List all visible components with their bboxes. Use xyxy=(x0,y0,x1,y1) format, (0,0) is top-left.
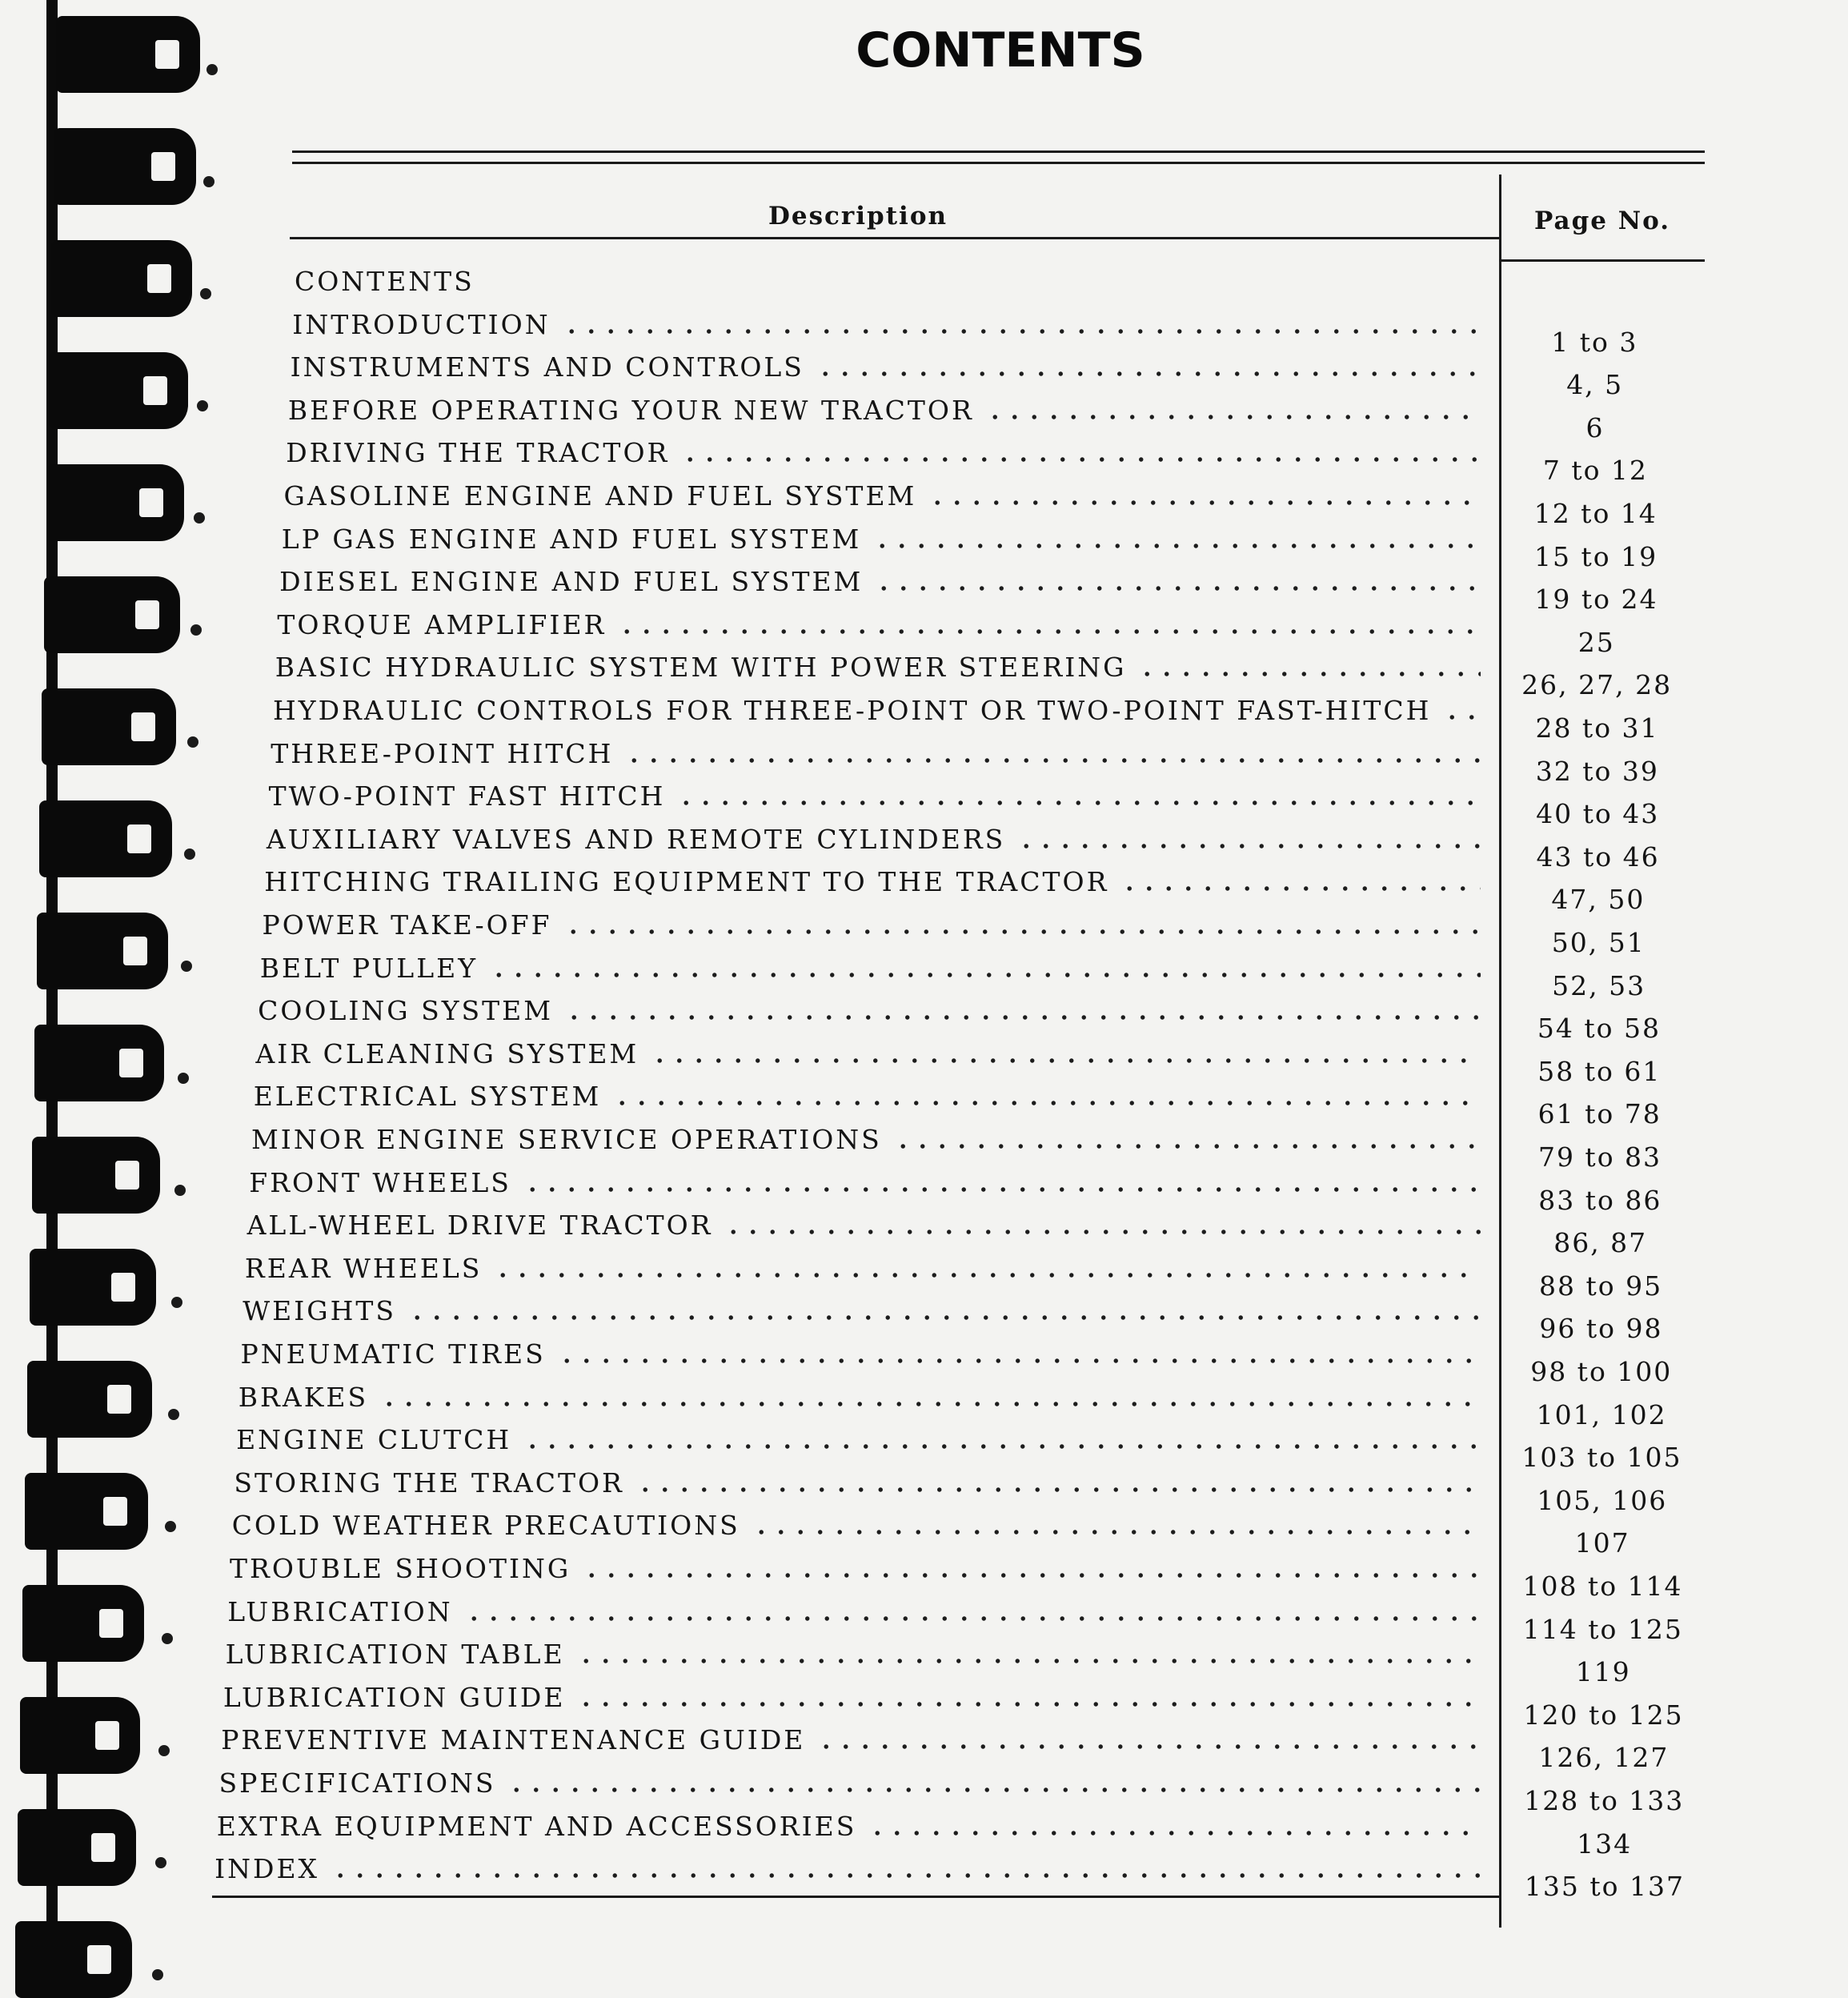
toc-entry xyxy=(271,736,1481,776)
punch-hole xyxy=(197,400,208,411)
toc-entry xyxy=(214,1852,1481,1892)
toc-entry xyxy=(260,951,1481,991)
binding-coil xyxy=(42,688,176,765)
punch-hole xyxy=(206,64,218,75)
toc-entry xyxy=(219,1766,1481,1806)
toc-entry xyxy=(243,1294,1481,1334)
dot-leader xyxy=(617,628,1481,635)
toc-entry xyxy=(255,1037,1481,1077)
dot-leader xyxy=(816,371,1481,377)
dot-leader xyxy=(564,1014,1481,1021)
binding-coil xyxy=(46,464,184,541)
toc-entry xyxy=(226,1637,1481,1677)
toc-entry xyxy=(277,608,1481,648)
dot-leader xyxy=(624,757,1481,764)
punch-hole xyxy=(178,1073,189,1084)
toc-page-number: 135 to 137 xyxy=(1524,1871,1685,1903)
toc-entry-title: LP GAS ENGINE AND FUEL SYSTEM xyxy=(281,523,862,555)
binding-coil xyxy=(25,1473,148,1550)
toc-entry xyxy=(227,1595,1481,1635)
dot-leader xyxy=(874,585,1481,592)
toc-page-number: 88 to 95 xyxy=(1539,1270,1663,1302)
toc-page-number: 126, 127 xyxy=(1538,1742,1670,1774)
toc-entry-title: CONTENTS xyxy=(295,266,475,297)
toc-page-number: 58 to 61 xyxy=(1537,1055,1662,1087)
binding-coil xyxy=(39,800,172,877)
toc-page-number: 79 to 83 xyxy=(1537,1141,1662,1173)
toc-page-number: 7 to 12 xyxy=(1542,455,1648,487)
toc-page-number: 6 xyxy=(1585,411,1605,443)
toc-entry-title: REAR WHEELS xyxy=(244,1252,483,1284)
punch-hole xyxy=(155,1857,166,1868)
toc-entry-title: TORQUE AMPLIFIER xyxy=(277,608,607,640)
toc-entry xyxy=(232,1508,1481,1548)
binding-coil xyxy=(37,913,168,989)
toc-entry-title: COLD WEATHER PRECAUTIONS xyxy=(231,1510,740,1542)
punch-hole xyxy=(184,849,195,860)
punch-hole xyxy=(168,1409,179,1420)
toc-entry-title: BASIC HYDRAULIC SYSTEM WITH POWER STEERING xyxy=(275,652,1127,684)
toc-entry-title: THREE-POINT HITCH xyxy=(271,737,614,769)
binding-coil xyxy=(32,1137,160,1214)
binding-coil xyxy=(27,1361,152,1438)
toc-page-number: 52, 53 xyxy=(1552,969,1646,1001)
dot-leader xyxy=(464,1615,1481,1622)
toc-entry xyxy=(258,993,1481,1033)
toc-entry xyxy=(245,1251,1481,1291)
toc-page-number: 114 to 125 xyxy=(1522,1613,1683,1645)
punch-hole xyxy=(174,1185,186,1196)
toc-entry-title: MINOR ENGINE SERVICE OPERATIONS xyxy=(251,1124,882,1155)
top-rule-2 xyxy=(292,162,1705,164)
toc-entry xyxy=(251,1122,1481,1162)
dot-leader xyxy=(523,1443,1481,1450)
dot-leader xyxy=(928,500,1481,506)
toc-entry xyxy=(267,822,1481,862)
toc-entry-title: ELECTRICAL SYSTEM xyxy=(253,1081,602,1113)
toc-page-number: 61 to 78 xyxy=(1537,1098,1662,1130)
punch-hole xyxy=(203,176,214,187)
toc-entry xyxy=(254,1079,1481,1119)
punch-hole xyxy=(200,288,211,299)
toc-page-number: 101, 102 xyxy=(1536,1398,1667,1430)
toc-entry-title: INSTRUMENTS AND CONTROLS xyxy=(290,351,804,383)
toc-entry-title: AUXILIARY VALVES AND REMOTE CYLINDERS xyxy=(266,823,1006,855)
toc-entry-title: EXTRA EQUIPMENT AND ACCESSORIES xyxy=(216,1810,857,1842)
toc-entry-title: SPECIFICATIONS xyxy=(218,1767,496,1799)
toc-page-number: 128 to 133 xyxy=(1524,1785,1685,1816)
header-rule xyxy=(290,237,1499,239)
toc-entry-title: STORING THE TRACTOR xyxy=(234,1466,624,1498)
punch-hole xyxy=(152,1969,163,1980)
dot-leader xyxy=(650,1057,1481,1064)
binding-coil xyxy=(20,1697,140,1774)
toc-entry-title: GASOLINE ENGINE AND FUEL SYSTEM xyxy=(283,480,917,512)
toc-entry xyxy=(292,307,1481,347)
description-header: Description xyxy=(768,202,948,231)
spiral-binding xyxy=(0,0,208,1963)
binding-coil xyxy=(51,240,192,317)
toc-entry-title: TWO-POINT FAST HITCH xyxy=(268,780,666,812)
punch-hole xyxy=(158,1745,170,1756)
toc-entry xyxy=(249,1166,1481,1206)
toc-page-number: 40 to 43 xyxy=(1536,798,1660,830)
dot-leader xyxy=(1442,714,1481,720)
toc-entry-title: FRONT WHEELS xyxy=(249,1166,511,1198)
toc-entry xyxy=(241,1337,1481,1377)
toc-page-number: 4, 5 xyxy=(1566,369,1624,401)
punch-hole xyxy=(171,1297,182,1308)
toc-page-number: 19 to 24 xyxy=(1534,584,1658,616)
toc-entry-title: WEIGHTS xyxy=(243,1295,396,1327)
toc-entry xyxy=(239,1380,1481,1420)
dot-leader xyxy=(872,543,1481,549)
dot-leader xyxy=(1137,671,1481,677)
toc-page-number: 86, 87 xyxy=(1553,1227,1648,1259)
toc-entry xyxy=(236,1422,1481,1462)
binding-coil xyxy=(30,1249,156,1326)
toc-entry xyxy=(230,1551,1481,1591)
toc-entry-title: ALL-WHEEL DRIVE TRACTOR xyxy=(247,1210,713,1242)
toc-page-number: 1 to 3 xyxy=(1551,326,1638,358)
toc-entry-title: LUBRICATION TABLE xyxy=(225,1639,565,1671)
dot-leader xyxy=(752,1529,1481,1535)
punch-hole xyxy=(181,961,192,972)
toc-entry-title: HITCHING TRAILING EQUIPMENT TO THE TRACTOR xyxy=(264,866,1109,898)
dot-leader xyxy=(680,456,1481,463)
toc-page-number: 98 to 100 xyxy=(1530,1356,1673,1387)
toc-entry-title: BELT PULLEY xyxy=(259,952,478,984)
toc-entry-title: DIESEL ENGINE AND FUEL SYSTEM xyxy=(279,566,864,598)
toc-entry xyxy=(273,693,1481,733)
toc-entry xyxy=(284,479,1481,519)
dot-leader xyxy=(576,1701,1481,1707)
toc-entry-title: BEFORE OPERATING YOUR NEW TRACTOR xyxy=(287,394,974,426)
dot-leader xyxy=(893,1143,1481,1149)
toc-entry xyxy=(291,350,1481,390)
dot-leader xyxy=(816,1743,1481,1750)
toc-page-number: 134 xyxy=(1577,1827,1633,1860)
toc-page-number: 83 to 86 xyxy=(1538,1184,1662,1216)
toc-page-number: 107 xyxy=(1574,1527,1630,1559)
toc-entry-title: INDEX xyxy=(214,1853,320,1885)
toc-entry-title: PNEUMATIC TIRES xyxy=(240,1338,546,1370)
toc-entry xyxy=(275,650,1481,690)
binding-coil xyxy=(44,576,180,653)
toc-page-number: 15 to 19 xyxy=(1534,540,1658,572)
toc-page-number: 32 to 39 xyxy=(1535,755,1659,787)
punch-hole xyxy=(162,1633,173,1644)
toc-entry-title: PREVENTIVE MAINTENANCE GUIDE xyxy=(221,1724,806,1756)
binding-coil xyxy=(54,128,196,205)
dot-leader xyxy=(493,1272,1481,1278)
toc-page-number: 103 to 105 xyxy=(1521,1442,1682,1474)
toc-entry xyxy=(247,1208,1481,1248)
toc-page-number: 120 to 125 xyxy=(1523,1699,1684,1731)
dot-leader xyxy=(576,1658,1481,1664)
toc-entry-title: INTRODUCTION xyxy=(292,308,551,340)
dot-leader xyxy=(563,929,1481,935)
toc-page-number: 47, 50 xyxy=(1551,884,1646,916)
dot-leader xyxy=(489,972,1481,978)
toc-entry-title: ENGINE CLUTCH xyxy=(236,1424,512,1456)
toc-page-number: 96 to 98 xyxy=(1539,1313,1663,1345)
dot-leader xyxy=(985,414,1481,420)
toc-entry-title: TROUBLE SHOOTING xyxy=(230,1553,571,1584)
page-number-header: Page No. xyxy=(1534,207,1671,235)
dot-leader xyxy=(582,1572,1481,1579)
binding-coil xyxy=(34,1025,164,1101)
bottom-rule xyxy=(212,1896,1499,1898)
toc-entry xyxy=(223,1680,1481,1720)
dot-leader xyxy=(635,1486,1481,1493)
toc-entry xyxy=(234,1466,1481,1506)
toc-page-number: 108 to 114 xyxy=(1522,1571,1683,1602)
toc-entry xyxy=(286,435,1481,475)
toc-page-number: 119 xyxy=(1575,1656,1631,1688)
dot-leader xyxy=(1016,843,1481,849)
toc-entry xyxy=(217,1809,1481,1849)
dot-leader xyxy=(523,1186,1481,1193)
toc-entry-title: POWER TAKE-OFF xyxy=(262,909,552,941)
binding-coil xyxy=(56,16,200,93)
toc-entry-title: AIR CLEANING SYSTEM xyxy=(255,1037,639,1069)
dot-leader xyxy=(379,1401,1481,1407)
toc-entry xyxy=(288,393,1481,433)
toc-entry xyxy=(279,564,1481,604)
punch-hole xyxy=(190,624,202,636)
page-title: CONTENTS xyxy=(856,22,1145,78)
toc-entry xyxy=(263,908,1481,948)
dot-leader xyxy=(407,1314,1481,1321)
punch-hole xyxy=(194,512,205,524)
toc-page-number: 105, 106 xyxy=(1537,1484,1668,1516)
binding-coil xyxy=(22,1585,144,1662)
dot-leader xyxy=(612,1100,1481,1106)
toc-page-number: 25 xyxy=(1577,626,1615,658)
dot-leader xyxy=(1120,885,1481,892)
toc-entry xyxy=(282,522,1481,562)
toc-page-number: 50, 51 xyxy=(1551,927,1646,958)
toc-page-number: 28 to 31 xyxy=(1535,712,1659,744)
top-rule-1 xyxy=(292,150,1705,153)
dot-leader xyxy=(868,1830,1481,1836)
toc-entry-title: DRIVING THE TRACTOR xyxy=(286,437,670,469)
dot-leader xyxy=(724,1229,1481,1235)
binding-coil xyxy=(49,352,188,429)
toc-entry xyxy=(295,264,1481,304)
toc-page-number: 12 to 14 xyxy=(1533,498,1658,529)
dot-leader xyxy=(676,800,1481,806)
toc-entry-title: HYDRAULIC CONTROLS FOR THREE-POINT OR TWO-POINT FAST-HITCH xyxy=(273,695,1432,726)
toc-entry-title: COOLING SYSTEM xyxy=(258,995,554,1027)
dot-leader xyxy=(557,1358,1481,1364)
toc-entry-title: LUBRICATION xyxy=(227,1595,453,1627)
toc-entry xyxy=(269,779,1481,819)
toc-entry-title: BRAKES xyxy=(238,1381,369,1413)
punch-hole xyxy=(187,736,198,748)
toc-entry xyxy=(264,865,1481,905)
toc-page-number: 26, 27, 28 xyxy=(1521,669,1673,701)
punch-hole xyxy=(165,1521,176,1532)
binding-coil xyxy=(15,1921,132,1998)
toc-entry-title: LUBRICATION GUIDE xyxy=(222,1681,566,1713)
dot-leader xyxy=(562,328,1481,335)
toc-entry xyxy=(221,1723,1481,1763)
dot-leader xyxy=(331,1872,1481,1879)
header-rule-page xyxy=(1501,259,1705,262)
binding-coil xyxy=(18,1809,136,1886)
dot-leader xyxy=(507,1787,1481,1793)
toc-page-number: 54 to 58 xyxy=(1537,1013,1661,1045)
toc-page-number: 43 to 46 xyxy=(1536,841,1660,873)
